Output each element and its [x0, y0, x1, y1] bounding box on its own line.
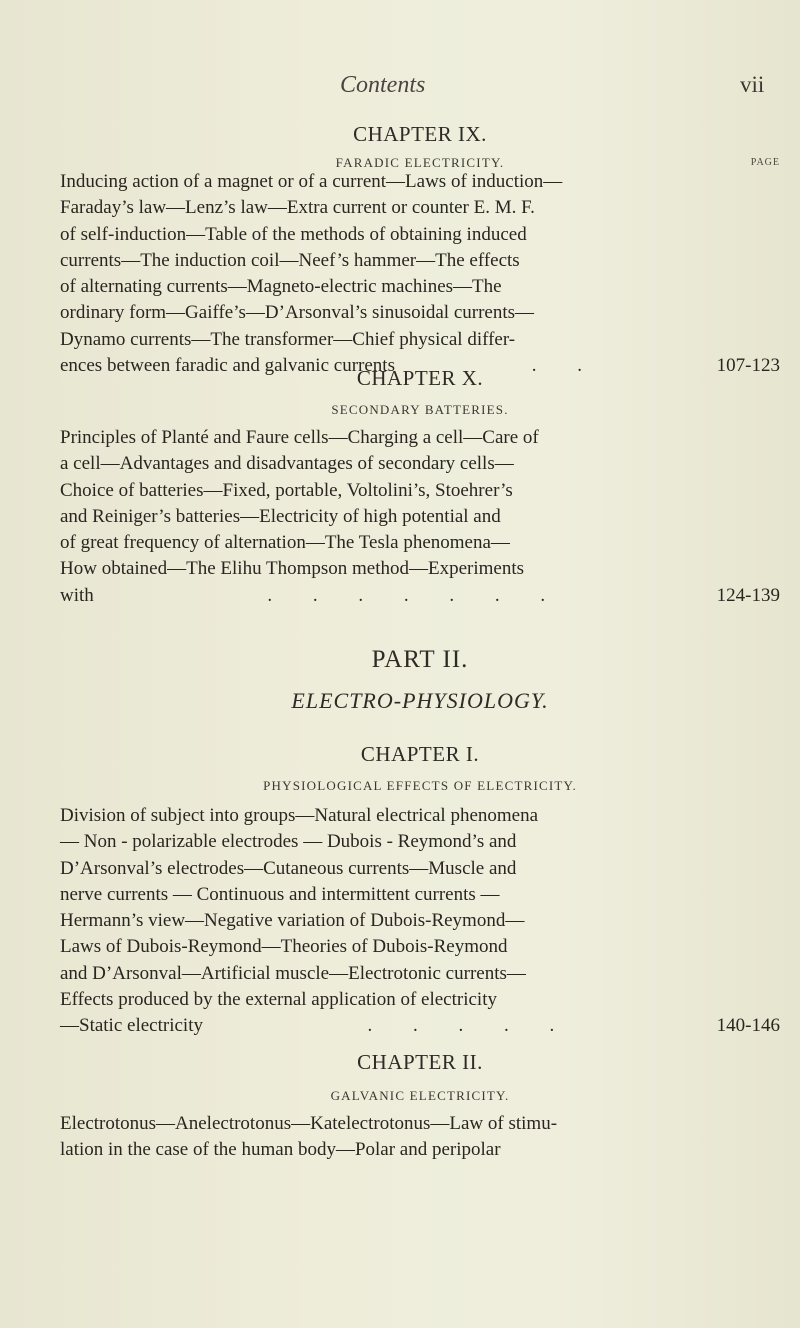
chapter-ix-line-1: Inducing action of a magnet or of a current—Laws of induction—	[60, 171, 563, 192]
chapter-ix-contents	[60, 169, 780, 379]
chapter-x-page-range: 124-139	[716, 584, 780, 606]
chapter-ii-section	[60, 1050, 780, 1104]
chapter-ix-line-6: ordinary form—Gaiffe’s—D’Arsonval’s sinusoidal currents—	[60, 302, 535, 324]
chapter-i-heading: CHAPTER I.	[360, 742, 480, 766]
chapter-ix-last-text: ences between faradic and galvanic currents	[60, 355, 395, 377]
chapter-i-line-3: D’Arsonval’s electrodes—Cutaneous currents—Muscle and	[60, 857, 517, 879]
chapter-x-line-2: a cell—Advantages and disadvantages of secondary cells—	[60, 453, 514, 475]
chapter-ii-subtitle: GALVANIC ELECTRICITY.	[330, 1088, 510, 1103]
chapter-x-line-4: and Reiniger’s batteries—Electricity of high potential and	[60, 505, 501, 527]
chapter-x-line-1: Principles of Planté and Faure cells—Charging a cell—Care of	[60, 427, 539, 448]
chapter-x-line-6: How obtained—The Elihu Thompson method—Experiments	[60, 558, 525, 580]
chapter-ix-line-4: currents—The induction coil—Neef’s hammer—The effects	[60, 249, 520, 271]
chapter-i-subtitle: PHYSIOLOGICAL EFFECTS OF ELECTRICITY.	[263, 778, 577, 793]
chapter-ii-heading: CHAPTER II.	[357, 1050, 483, 1074]
part-ii-section	[60, 646, 780, 714]
chapter-x-heading: CHAPTER X.	[356, 366, 484, 390]
chapter-ii-line-1: Electrotonus—Anelectrotonus—Katelectrotonus—Law of stimu-	[60, 1113, 558, 1134]
chapter-i-leader: . . . . .	[367, 1015, 573, 1037]
chapter-ix-line-3: of self-induction—Table of the methods of obtaining induced	[60, 223, 527, 245]
chapter-x-subtitle: SECONDARY BATTERIES.	[331, 402, 509, 417]
chapter-i-line-6: Laws of Dubois-Reymond—Theories of Dubois-Reymond	[60, 936, 508, 958]
chapter-x-line-3: Choice of batteries—Fixed, portable, Voltolini’s, Stoehrer’s	[60, 479, 513, 501]
chapter-i-line-4: nerve currents — Continuous and intermittent currents —	[60, 883, 500, 905]
chapter-ix-subtitle: FARADIC ELECTRICITY.	[335, 155, 505, 170]
chapter-i-line-8: Effects produced by the external application of electricity	[60, 989, 497, 1011]
chapter-i-line-1: Division of subject into groups—Natural electrical phenomena	[60, 805, 539, 826]
chapter-ii-contents	[60, 1111, 780, 1164]
running-head-title: Contents	[340, 72, 426, 98]
chapter-i-line-5: Hermann’s view—Negative variation of Dubois-Reymond—	[60, 910, 525, 932]
chapter-x-line-5: of great frequency of alternation—The Tesla phenomena—	[60, 532, 510, 554]
chapter-i-line-7: and D’Arsonval—Artificial muscle—Electrotonic currents—	[60, 962, 526, 984]
chapter-ix-line-5: of alternating currents—Magneto-electric machines—The	[60, 276, 502, 298]
part-ii-heading: PART II.	[371, 646, 469, 673]
chapter-x-last-text: with	[60, 584, 94, 606]
chapter-i-page-range: 140-146	[716, 1015, 780, 1037]
part-ii-subtitle: ELECTRO-PHYSIOLOGY.	[291, 688, 549, 713]
chapter-i-section	[60, 742, 780, 794]
chapter-ix-page-range: 107-123	[716, 355, 780, 377]
page-column-label: PAGE	[750, 157, 780, 168]
chapter-ix-line-2: Faraday’s law—Lenz’s law—Extra current or counter E. M. F.	[60, 197, 535, 219]
page-number: vii	[740, 72, 765, 97]
chapter-ix-section	[60, 122, 780, 171]
chapter-x-section	[60, 366, 780, 418]
chapter-i-last-text: —Static electricity	[60, 1015, 203, 1037]
running-head	[0, 72, 800, 102]
chapter-ix-heading: CHAPTER IX.	[353, 122, 487, 146]
chapter-ix-leader: . .	[531, 355, 600, 377]
chapter-i-contents	[60, 803, 780, 1040]
chapter-x-leader: . . . . . . .	[267, 584, 564, 606]
chapter-ii-line-2: lation in the case of the human body—Polar and peripolar	[60, 1139, 501, 1161]
chapter-x-last-line	[60, 583, 780, 609]
chapter-i-last-line	[60, 1013, 780, 1039]
chapter-ix-line-7: Dynamo currents—The transformer—Chief physical differ-	[60, 328, 516, 350]
chapter-i-line-2: — Non - polarizable electrodes — Dubois - Reymond’s and	[60, 831, 517, 853]
chapter-x-contents	[60, 425, 780, 609]
